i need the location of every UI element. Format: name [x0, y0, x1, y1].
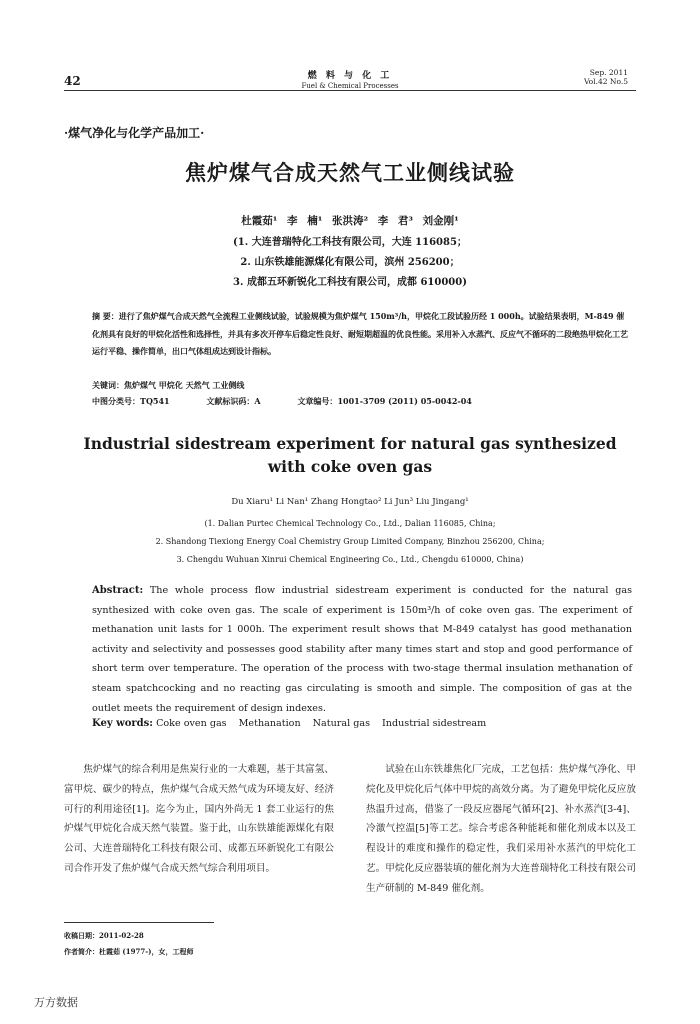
doc-code [206, 396, 260, 406]
keywords-en-label: Key words: [92, 718, 153, 729]
keywords-cn-text: 焦炉煤气 甲烷化 天然气 工业侧线 [124, 380, 245, 390]
received-date: 收稿日期：2011-02-28 [64, 931, 144, 940]
abstract-cn-text: 进行了焦炉煤气合成天然气全流程工业侧线试验，试验规模为焦炉煤气 150m³/h，甲烷化工段试验历经 1 000h。试验结果表明，M-849 催化剂具有良好的甲烷化活性和选择性，并具有多次开停车后稳定性良好、耐短期超温的优良性能。采用补入水蒸汽、反应气不循环的二段绝热甲烷化工艺运行平稳、操作简单，出口气体组成达到设计指标。 [92, 311, 628, 356]
affiliation-cn-1: (1. 大连普瑞特化工科技有限公司，大连 116085； [233, 237, 467, 248]
authors-en: Du Xiaru¹ Li Nan¹ Zhang Hongtao² Li Jun³ Liu Jingang¹ [231, 497, 469, 507]
affiliations-en [0, 515, 700, 569]
classification-line [92, 396, 632, 407]
header-rule [64, 90, 636, 91]
title-en-line1: Industrial sidestream experiment for natural gas synthesized [83, 434, 617, 453]
article-value: 1001-3709 (2011) 05-0042-04 [337, 396, 472, 406]
issue-date: Sep. 2011 [589, 68, 628, 77]
footnote-rule [64, 922, 214, 923]
body-column-right [366, 760, 636, 899]
affiliation-cn-3: 3. 成都五环新锐化工科技有限公司，成都 610000) [233, 277, 467, 288]
body-paragraph-right: 试验在山东铁雄焦化厂完成，工艺包括：焦炉煤气净化、甲烷化及甲烷化后气体中甲烷的高效分离。为了避免甲烷化反应放热温升过高，借鉴了一段反应器尾气循环[2]、补水蒸汽[3-4]、冷激气控温[5]等工艺。综合考虑各种能耗和催化剂成本以及工程设计的难度和操作的稳定性，我们采用补水蒸汽的甲烷化工艺。甲烷化反应器装填的催化剂为大连普瑞特化工科技有限公司生产研制的 M-849 催化剂。 [366, 764, 636, 894]
affiliation-en-3: 3. Chengdu Wuhuan Xinrui Chemical Engineering Co., Ltd., Chengdu 610000, China) [176, 555, 524, 564]
affiliations-cn [0, 233, 700, 293]
watermark: 万方数据 [34, 996, 78, 1009]
abstract-en [92, 581, 632, 718]
keyword-en: Natural gas [312, 718, 371, 729]
affiliation-cn-2: 2. 山东铁雄能源煤化有限公司，滨州 256200； [240, 257, 460, 268]
keywords-cn-label: 关键词： [92, 380, 124, 390]
keyword-en: Industrial sidestream [382, 718, 487, 729]
title-cn: 焦炉煤气合成天然气工业侧线试验 [185, 160, 515, 185]
abstract-cn-label: 摘 要： [92, 311, 119, 321]
journal-name-en: Fuel & Chemical Processes [301, 82, 399, 90]
clc-label: 中图分类号： [92, 396, 140, 406]
body-column-left [64, 760, 334, 879]
title-en [0, 432, 700, 478]
author-bio: 作者简介：杜霞茹 (1977-)，女，工程师 [64, 947, 194, 956]
affiliation-en-1: (1. Dalian Purtec Chemical Technology Co., Ltd., Dalian 116085, China; [204, 519, 496, 528]
article-label: 文章编号： [297, 396, 338, 406]
article-number [297, 396, 471, 406]
clc-value: TQ541 [140, 396, 170, 406]
title-en-line2: with coke oven gas [267, 457, 433, 476]
abstract-en-text: The whole process flow industrial sidestream experiment is conducted for the natural gas synthesized with coke oven gas. The scale of experiment is 150m³/h of coke oven gas. The experiment of methanation unit lasts for 1 000h. The experiment result shows that M-849 catalyst has good methanation activity and selectivity and possesses good stability after many times start and stop and good performance of short term over temperature. The operation of the process with two-stage thermal insulation methanation of steam spatchcocking and no reacting gas circulating is smooth and simple. The composition of gas at the outlet meets the requirement of design indexes. [92, 585, 632, 714]
clc-number [92, 396, 170, 406]
issue-info [584, 68, 628, 86]
abstract-en-label: Abstract: [92, 585, 144, 596]
affiliation-en-2: 2. Shandong Tiexiong Energy Coal Chemistry Group Limited Company, Binzhou 256200, China; [155, 537, 545, 546]
footnotes [64, 928, 193, 960]
issue-volume: Vol.42 No.5 [583, 77, 628, 86]
authors-cn: 杜霞茹¹ 李 楠¹ 张洪涛² 李 君³ 刘金刚¹ [241, 215, 459, 227]
keywords-en [92, 718, 632, 729]
body-paragraph-left: 焦炉煤气的综合利用是焦炭行业的一大难题，基于其富氢、富甲烷、碳少的特点，焦炉煤气合成天然气成为环境友好、经济可行的利用途径[1]。迄今为止，国内外尚无 1 套工业运行的焦炉煤气甲烷化合成天然气装置。鉴于此，山东铁雄能源煤化有限公司、大连普瑞特化工科技有限公司、成都五环新锐化工有限公司合作开发了焦炉煤气合成天然气综合利用项目。 [64, 764, 334, 874]
doc-label: 文献标识码： [206, 396, 255, 406]
section-label: ·煤气净化与化学产品加工· [64, 126, 205, 140]
journal-name-cn: 燃 料 与 化 工 [307, 71, 393, 81]
abstract-cn [92, 308, 632, 361]
keyword-en: Methanation [238, 718, 301, 729]
keywords-cn [92, 380, 632, 391]
doc-value: A [254, 396, 261, 406]
page-number: 42 [64, 74, 81, 88]
keyword-en: Coke oven gas [156, 718, 227, 729]
